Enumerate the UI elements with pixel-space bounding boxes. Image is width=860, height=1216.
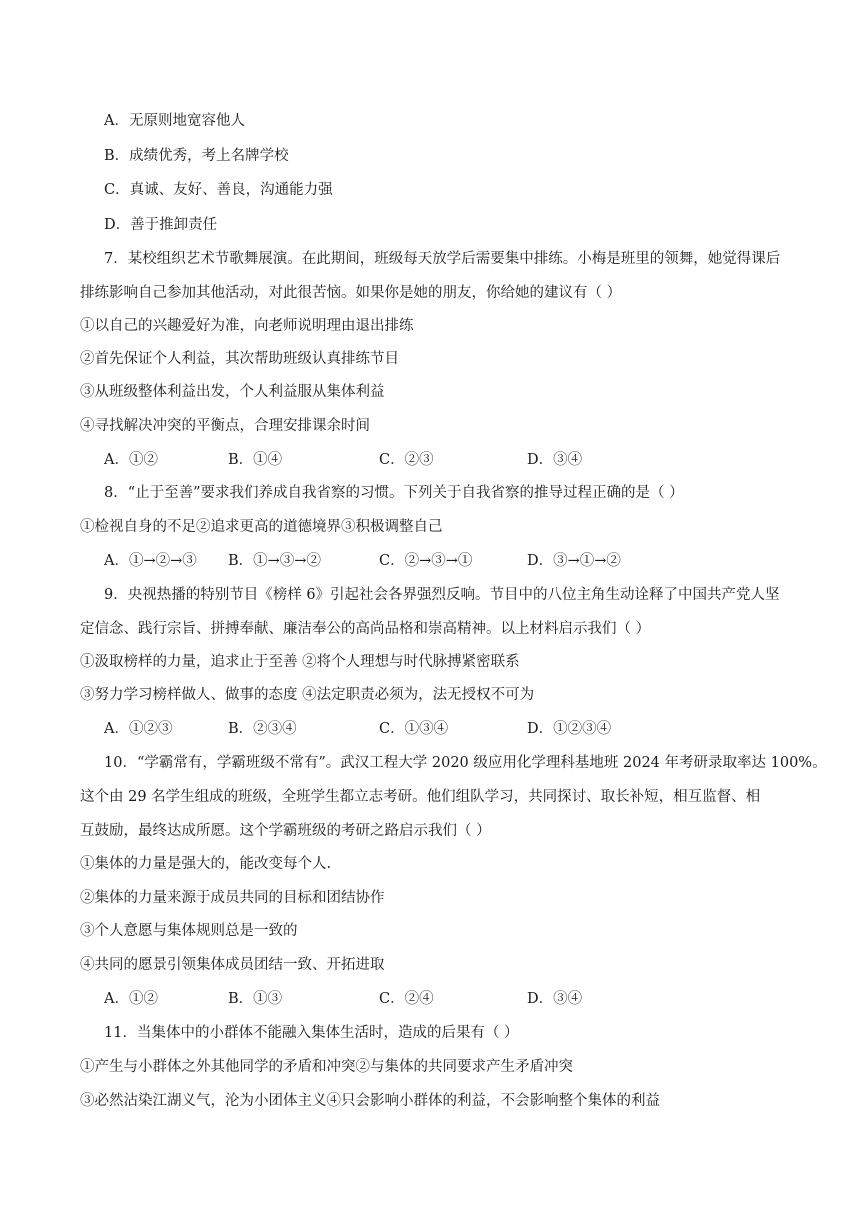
q10-option-a: A．①②: [104, 991, 158, 1007]
q7-stem-line-2: 排练影响自己参加其他活动，对此很苦恼。如果你是她的朋友，你给她的建议有（ ）: [80, 285, 622, 301]
q8-option-d: D．③→①→②: [527, 553, 621, 569]
q10-item-4: ④共同的愿景引领集体成员团结一致、开拓进取: [80, 957, 385, 973]
q9-stem-line-1: 9．央视热播的特别节目《榜样 6》引起社会各界强烈反响。节目中的八位主角生动诠释了中国共产党人坚: [104, 587, 780, 603]
q9-option-b: B．②③④: [228, 721, 297, 737]
q7-stem-line-1: 7．某校组织艺术节歌舞展演。在此期间，班级每天放学后需要集中排练。小梅是班里的领舞，她觉得课后: [104, 251, 781, 267]
q9-items-line-1: ①汲取榜样的力量，追求止于至善 ②将个人理想与时代脉搏紧密联系: [80, 654, 520, 670]
q11-items-line-1: ①产生与小群体之外其他同学的矛盾和冲突②与集体的共同要求产生矛盾冲突: [80, 1059, 573, 1075]
q10-item-1: ①集体的力量是强大的，能改变每个人.: [80, 856, 332, 872]
q6-option-b: B．成绩优秀，考上名牌学校: [104, 148, 289, 164]
q7-option-d: D．③④: [527, 452, 583, 468]
q7-option-b: B．①④: [228, 452, 283, 468]
q11-items-line-2: ③必然沾染江湖义气，沦为小团体主义④只会影响小群体的利益，不会影响整个集体的利益: [80, 1093, 660, 1109]
q7-item-1: ①以自己的兴趣爱好为准，向老师说明理由退出排练: [80, 318, 414, 334]
q9-items-line-2: ③努力学习榜样做人、做事的态度 ④法定职责必须为，法无授权不可为: [80, 687, 535, 703]
q10-stem-line-2: 这个由 29 名学生组成的班级，全班学生都立志考研。他们组队学习，共同探讨、取长补短，相互监督、相: [80, 789, 761, 805]
q9-option-a: A．①②③: [104, 721, 173, 737]
q10-item-3: ③个人意愿与集体规则总是一致的: [80, 923, 298, 939]
q9-option-c: C．①③④: [379, 721, 449, 737]
q9-option-d: D．①②③④: [527, 721, 612, 737]
q8-items: ①检视自身的不足②追求更高的道德境界③积极调整自己: [80, 519, 443, 535]
q8-option-c: C．②→③→①: [379, 553, 473, 569]
q9-stem-line-2: 定信念、践行宗旨、拼搏奉献、廉洁奉公的高尚品格和崇高精神。以上材料启示我们（ ）: [80, 621, 651, 637]
q7-item-3: ③从班级整体利益出发，个人利益服从集体利益: [80, 384, 385, 400]
q8-option-b: B．①→③→②: [228, 553, 321, 569]
q7-item-4: ④寻找解决冲突的平衡点，合理安排课余时间: [80, 418, 370, 434]
q8-option-a: A．①→②→③: [104, 553, 197, 569]
q6-option-c: C．真诚、友好、善良，沟通能力强: [104, 182, 333, 198]
q6-option-d: D．善于推卸责任: [104, 217, 218, 233]
q10-option-b: B．①③: [228, 991, 283, 1007]
q8-stem: 8．“止于至善”要求我们养成自我省察的习惯。下列关于自我省察的推导过程正确的是（ ）: [104, 485, 684, 501]
q10-item-2: ②集体的力量来源于成员共同的目标和团结协作: [80, 890, 385, 906]
q7-item-2: ②首先保证个人利益，其次帮助班级认真排练节目: [80, 351, 399, 367]
q6-option-a: A．无原则地宽容他人: [104, 113, 245, 129]
q10-option-d: D．③④: [527, 991, 583, 1007]
q11-stem: 11．当集体中的小群体不能融入集体生活时，造成的后果有（ ）: [104, 1025, 519, 1041]
q7-option-a: A．①②: [104, 452, 158, 468]
q10-option-c: C．②④: [379, 991, 434, 1007]
q10-stem-line-3: 互鼓励，最终达成所愿。这个学霸班级的考研之路启示我们（ ）: [80, 823, 491, 839]
q10-stem-line-1: 10．“学霸常有，学霸班级不常有”。武汉工程大学 2020 级应用化学理科基地班 2024 年考研录取率达 100%。: [104, 755, 827, 771]
q7-option-c: C．②③: [379, 452, 434, 468]
